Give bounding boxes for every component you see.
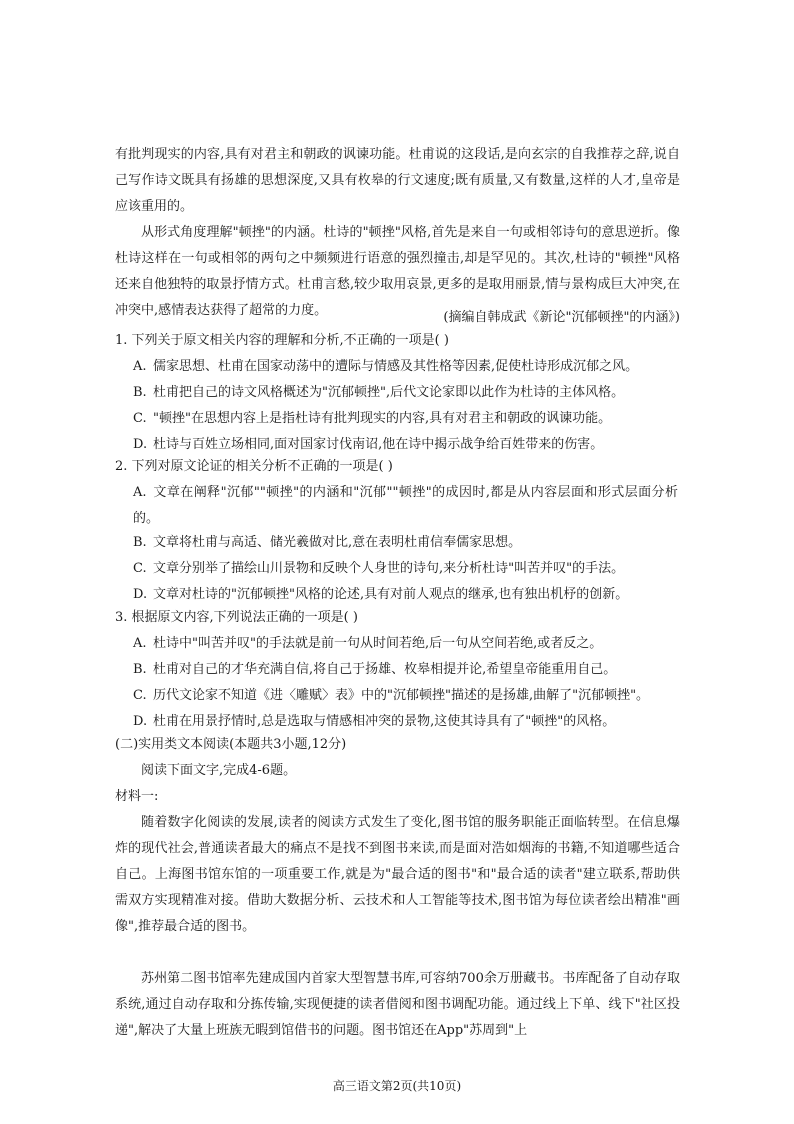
page-footer: 高三语文第2页(共10页) <box>332 1079 462 1093</box>
option-key: D. <box>133 587 148 602</box>
option-text: 杜甫把自己的诗文风格概述为"沉郁顿挫",后代文论家即以此作为杜诗的主体风格。 <box>153 385 625 400</box>
option-text: 杜诗中"叫苦并叹"的手法就是前一句从时间若绝,后一句从空间若绝,或者反之。 <box>153 636 603 651</box>
passage-paragraph-1: 有批判现实的内容,具有对君主和朝政的讽谏功能。杜甫说的这段话,是向玄宗的自我推荐之辞,说自己写作诗文既具有扬雄的思想深度,又具有枚皋的行文速度;既有质量,又有数量,这样的人才,皇帝是应该重用的。 <box>115 147 680 214</box>
option-text: 文章将杜甫与高适、储光羲做对比,意在表明杜甫信奉儒家思想。 <box>153 535 522 550</box>
option-text: 杜甫在用景抒情时,总是选取与情感相冲突的景物,这使其诗具有了"顿挫"的风格。 <box>153 714 616 729</box>
question-1-option-a[interactable] <box>133 354 678 380</box>
question-3-option-c[interactable] <box>133 683 678 709</box>
question-2-option-c[interactable] <box>133 556 678 582</box>
question-1-stem: 1. 下列关于原文相关内容的理解和分析,不正确的一项是( ) <box>115 333 449 348</box>
option-text: 文章对杜诗的"沉郁顿挫"风格的论述,具有对前人观点的继承,也有独出机杼的创新。 <box>153 587 629 602</box>
material-1-paragraph-1: 随着数字化阅读的发展,读者的阅读方式发生了变化,图书馆的服务职能正面临转型。在信息爆炸的现代社会,普通读者最大的痛点不是找不到图书来读,而是面对浩如烟海的书籍,不知道哪些适合自己。上海图书馆东馆的一项重要工作,就是为"最合适的图书"和"最合适的读者"建立联系,帮助供需双方实现精准对接。借助大数据分析、云技术和人工智能等技术,图书馆为每位读者绘出精准"画像",推荐最合适的图书。 <box>115 815 680 934</box>
option-key: D. <box>133 437 148 452</box>
option-text: 杜甫对自己的才华充满自信,将自己于扬雄、枚皋相提并论,希望皇帝能重用自己。 <box>153 662 617 677</box>
option-key: A. <box>133 485 147 500</box>
option-text: 文章分别举了描绘山川景物和反映个人身世的诗句,来分析杜诗"叫苦并叹"的手法。 <box>153 561 625 576</box>
material-1-paragraph-2: 苏州第二图书馆率先建成国内首家大型智慧书库,可容纳700余万册藏书。书库配备了自动存取系统,通过自动存取和分拣传输,实现便捷的读者借阅和图书调配功能。通过线上下单、线下"社区投递",解决了大量上班族无暇到馆借书的问题。图书馆还在App"苏周到"上 <box>115 971 680 1038</box>
question-3-option-a[interactable] <box>133 631 678 657</box>
section-2-instruction: 阅读下面文字,完成4-6题。 <box>141 763 297 778</box>
option-key: B. <box>133 385 147 400</box>
section-2-heading: (二)实用类文本阅读(本题共3小题,12分) <box>115 737 347 752</box>
option-key: B. <box>133 535 147 550</box>
option-key: C. <box>133 411 147 426</box>
option-text: 儒家思想、杜甫在国家动荡中的遭际与情感及其性格等因素,促使杜诗形成沉郁之风。 <box>153 359 639 374</box>
option-key: D. <box>133 714 148 729</box>
option-key: C. <box>133 561 147 576</box>
option-text: 文章在阐释"沉郁""顿挫"的内涵和"沉郁""顿挫"的成因时,都是从内容层面和形式层面分析的。 <box>133 485 678 526</box>
material-1-label: 材料一: <box>115 789 159 804</box>
passage-source: (摘编自韩成武《新论"沉郁顿挫"的内涵》) <box>443 310 680 325</box>
question-1-option-c[interactable] <box>133 406 678 432</box>
option-key: B. <box>133 662 147 677</box>
question-3-stem: 3. 根据原文内容,下列说法正确的一项是( ) <box>115 610 358 625</box>
question-2-option-a[interactable] <box>133 480 678 532</box>
passage-paragraph-2: 从形式角度理解"顿挫"的内涵。杜诗的"顿挫"风格,首先是来自一句或相邻诗句的意思逆折。像杜诗这样在一句或相邻的两句之中频频进行语意的强烈撞击,却是罕见的。其次,杜诗的"顿挫"风格还来自他独特的取景抒情方式。杜甫言愁,较少取用哀景,更多的是取用丽景,情与景构成巨大冲突,在冲突中,感情表达获得了超常的力度。 <box>115 225 680 318</box>
question-2-stem: 2. 下列对原文论证的相关分析不正确的一项是( ) <box>115 459 393 474</box>
question-2-option-b[interactable] <box>133 530 678 556</box>
question-1-option-b[interactable] <box>133 380 678 406</box>
option-key: C. <box>133 688 147 703</box>
option-key: A. <box>133 359 147 374</box>
question-3-option-b[interactable] <box>133 657 678 683</box>
option-text: 历代文论家不知道《进〈雕赋〉表》中的"沉郁顿挫"描述的是扬雄,曲解了"沉郁顿挫"。 <box>153 688 650 703</box>
option-key: A. <box>133 636 147 651</box>
option-text: 杜诗与百姓立场相同,面对国家讨伐南诏,他在诗中揭示战争给百姓带来的伤害。 <box>153 437 604 452</box>
option-text: "顿挫"在思想内容上是指杜诗有批判现实的内容,具有对君主和朝政的讽谏功能。 <box>153 411 612 426</box>
